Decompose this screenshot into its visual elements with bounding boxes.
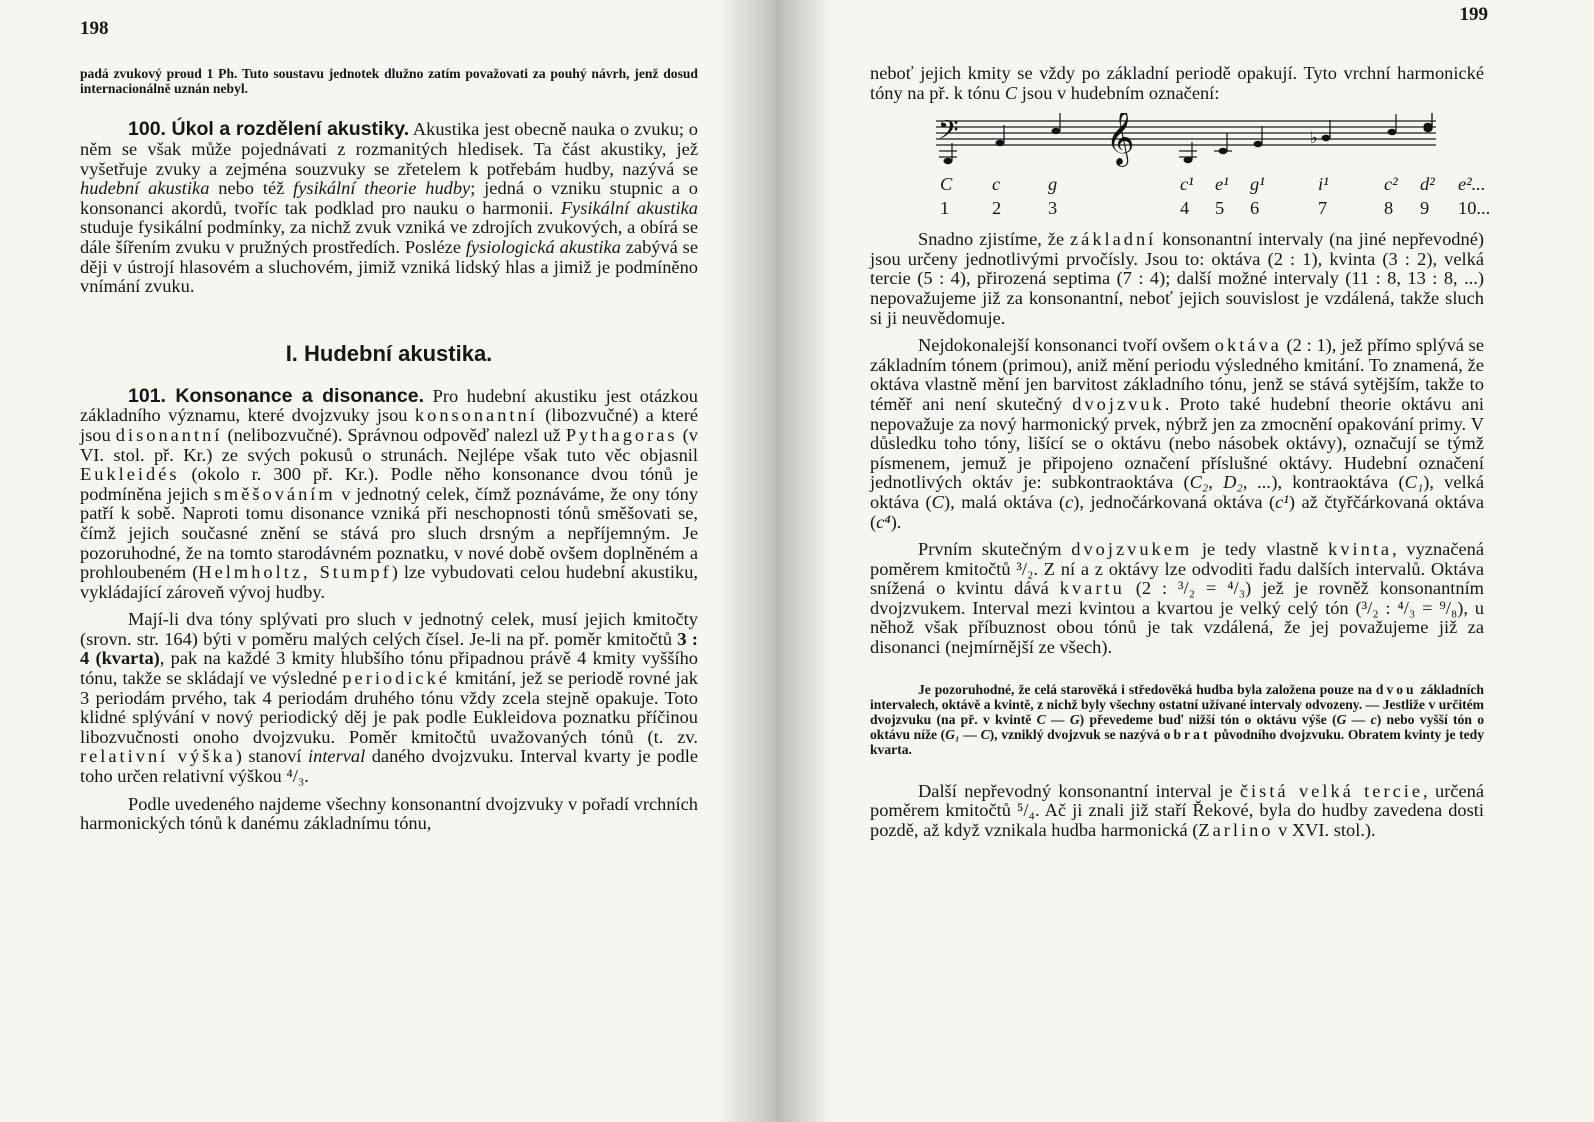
italic-run: hudební akustika [80,178,210,199]
text-run: (libozvučné) a které jsou [80,405,698,445]
right-page [776,0,1594,1122]
text-run: (v VI. stol. př. Kr.) ze svých pokusů o strunách. Nejlépe však tuto věc objasnil [80,424,698,465]
intro-paragraph: padá zvukový proud 1 Ph. Tuto soustavu jednotek dlužno zatím považovati za pouhý návrh, jenž dosud internacionálně uznán nebyl. [80,66,698,97]
footnote-paragraph [870,682,1484,758]
spaced-run: periodické [342,668,450,689]
text-run: . [304,766,309,787]
spaced-run: Eukleidés [80,464,180,485]
page-number: 199 [1459,4,1488,25]
italic-run: Fysikální akustika [560,197,698,218]
harmonic-number: 6 [1250,198,1260,219]
note-labels [936,174,1486,198]
harmonic-number: 8 [1384,198,1394,219]
text-run: (okolo r. 300 př. Kr.). Podle něho konsonance dvou tónů je podmíněna jejich [80,464,698,504]
section-101-paragraph [80,384,699,603]
italic-run: G₁ — C [945,727,990,743]
treble-clef-icon: 𝄞 [1106,113,1135,166]
text-run: ) převedeme buď nižší tón o oktávu výše ( [1079,712,1337,728]
text-run: . Proto také hudební theorie oktávu ani nepovažuje za nový harmonický prvek, nýbrž jen za zmocnění opakování primy. V důsledku toho tóny, lišící se o oktávu (nebo násobek oktávy), označují se týmž písmenem, jemuž je připojeno označení příslušné oktávy. Hudební označení jednotlivých oktáv je: subkontraoktáva ( [870,393,1484,493]
body-paragraph [870,540,1484,658]
note-head [1219,148,1228,154]
gutter-shadow [716,0,776,1122]
bass-clef-icon: 𝄢 [938,114,959,153]
note-label: c [992,174,1001,195]
italic-run: G — c [1336,712,1377,728]
spaced-run: konsonantní [414,405,538,426]
note-label: C [940,174,953,195]
spaced-run: disonantní [115,424,223,445]
body-paragraph [870,782,1484,841]
spaced-run: relativní výška [80,746,236,767]
italic-run: C₁ [1404,472,1424,493]
spaced-run: Zarlino [1198,819,1274,840]
harmonic-number: 4 [1180,198,1190,219]
fraction: ⁴/₃ [286,766,305,787]
spaced-run: Helmholtz, Stumpf [198,562,392,583]
text-run: ) stanoví [235,746,309,767]
spaced-run: kvinta [1328,539,1393,560]
text-run: původního dvojzvuku. Obratem kvinty je tedy kvarta. [870,727,1485,758]
text-run: ; jedná o vzniku stupnic a o konsonanci akordů, tvoříc tak podklad pro nauku o harmonii. [80,178,698,218]
music-notation [936,113,1491,222]
note-head [1254,141,1263,147]
text-run: ), kontraoktáva ( [1271,472,1405,493]
text-run: Mají-li dva tóny splývati pro sluch v jednotný celek, musí jejich kmitočty (srovn. str. 164) býti v poměru malých celých čísel. Je-li na př. poměr kmitočtů [80,609,698,649]
italic-run: fysikální theorie hudby [293,178,471,199]
text-run: ), vzniklý dvojzvuk se nazývá [989,727,1164,743]
note-label: d² [1420,174,1435,195]
flat-icon: ♭ [1310,128,1318,148]
note-head [944,158,953,164]
bold-run: 3 : 4 (kvarta) [80,628,699,669]
spaced-run: obrat [1163,727,1211,743]
harmonic-numbers [936,198,1491,222]
text-run: Nejdokonalejší konsonanci tvoří ovšem [918,335,1215,356]
text-run: konsonantní intervaly (na jiné nepřevodné) jsou určeny jednotlivými prvočísly. Jsou to: oktáva (2 : 1), kvinta (3 : 2), velká tercie (5 : 4), přirozená septima (7 : 4); další možné intervaly (11 : 8, 13 : 8, ...) nepovažujeme již za konsonantní, neboť jejich souvislost je vzdálená, takže sluch si ji neuvědomuje. [870,229,1484,328]
text-run: kmitání, jež se periodě rovné jak 3 periodám prvého, tak 4 periodám druhého tónu vždy zcela stejně opakuje. Toto klidné splývání v nový periodický děj je pak podle Eukleidova poznatku příčinou libozvučnosti onoho dvojzvuku. Poměr kmitočtů uvažovaných tónů (t. zv. [80,668,698,747]
text-run: studuje fysikální podmínky, za nichž zvuk vzniká ve zdrojích zvukových, a obírá se dále šířením zvuku v pružných prostředích. Posléze [80,217,698,257]
chapter-title: I. Hudební akustika. [285,340,493,366]
spaced-run: kvartu [1059,578,1125,599]
note-label: c¹ [1180,174,1194,195]
text-run: (nelibozvučné). Správnou odpověď nalezl už [222,424,566,445]
text-run: ), malá oktáva ( [943,491,1066,512]
spaced-run: Pythagoras [565,424,678,445]
section-heading: 101. Konsonance a disonance. [128,384,425,407]
text-run: je tedy vlastně [1192,539,1329,560]
body-paragraph [870,336,1484,532]
text-run: Další nepřevodný konsonantní interval je [918,780,1240,801]
text-run: , vyznačená poměrem kmitočtů ³/₂. Z ní a z oktávy lze odvoditi řadu dalších intervalů. Oktáva snížená o kvintu dává [870,539,1485,599]
text-run: Snadno zjistíme, že [918,229,1070,250]
harmonic-number: 7 [1318,198,1328,219]
italic-run: c⁴ [876,511,891,532]
gutter-shadow [776,0,831,1122]
note-label: g¹ [1250,174,1265,195]
note-head [1052,128,1061,134]
spaced-run: dvojzvuk [1072,393,1165,414]
note-label: e¹ [1215,174,1229,195]
spaced-run: dvojzvukem [1071,539,1193,560]
harmonic-number: 2 [992,198,1002,219]
note-head [1424,123,1433,129]
text-run: zabývá se ději v ústrojí hlasovém a sluchovém, jimiž vzniká lidský hlas a jimiž je podmíněno vnímání zvuku. [80,236,698,297]
note-label: i¹ [1318,174,1329,195]
text-run: v XVI. stol.). [1273,819,1376,840]
body-paragraph: Podle uvedeného najdeme všechny konsonantní dvojzvuky v pořadí vrchních harmonických tónů k danému základnímu tónu, [80,793,698,834]
italic-run: C [1004,82,1018,103]
text-run: ) až čtyřčárkovaná oktáva ( [870,491,1485,532]
note-label: e²... [1458,174,1486,195]
text-run: základních intervalech, oktávě a kvintě, z nichž byly všechny ostatní užívané intervaly odvozeny. — Jestliže v určitém dvojzvuku (na př. v kvintě [870,681,1484,728]
text-run: (2 : 1), jež přímo splývá se základním tónem (primou), aniž mění periodu výsledného kmitání. To znamená, že oktáva vlastně mění jen barvitost základního tónu, jenž se stává sytějším, takže to téměř ani není skutečný [870,335,1485,414]
music-staff [936,113,1436,169]
harmonic-number: 5 [1215,198,1225,219]
italic-run: C₂, D₂, ... [1189,472,1272,493]
text-run: ), velká oktáva ( [870,472,1484,512]
text-run: nebo též [209,178,294,199]
section-heading: 100. Úkol a rozdělení akustiky. [128,118,410,141]
italic-run: fysiologická akustika [465,236,621,257]
spaced-run: dvou [1375,681,1417,697]
note-head [1322,135,1331,141]
italic-run: interval [308,746,366,767]
body-paragraph [870,64,1484,103]
text-run: Je pozoruhodné, že celá starověká i středověká hudba byla založena pouze na [918,681,1376,697]
section-100-paragraph [80,120,698,296]
text-run: neboť jejich kmity se vždy po základní periodě opakují. Tyto vrchní harmonické tóny na př. k tónu [870,63,1484,103]
text-run: , určená poměrem kmitočtů ⁵/₄. Ač ji znali již staří Řekové, byla do hudby zavedena dosti pozdě, až když vznikala hudba harmonická ( [870,780,1484,840]
text-run: , pak na každé 3 kmity hlubšího tónu připadnou právě 4 kmity vyššího tónu, takže se skládají ve výsledné [80,648,698,689]
spaced-run: oktáva [1214,335,1282,356]
text-run: (2 : ³/₂ = ⁴/₃) jež je rovněž konsonantním dvojzvukem. Interval mezi kvintou a kvartou je velký celý tón (³/₂ : ⁴/₃ = ⁹/₈), u něhož však příbuznost obou tónů je tak vzdálená, že jej považujeme již za disonanci (nejmírnější ze všech). [870,578,1484,658]
page-number: 198 [80,18,109,39]
left-page [0,0,776,1122]
text-run: Prvním skutečným [918,539,1072,560]
text-run: ), jednočárkovaná oktáva ( [1073,491,1276,512]
note-head [1184,157,1193,163]
text-run: ) lze vybudovati celou hudební akustiku, vykládající zároveň vývoj hudby. [80,562,699,602]
body-paragraph [870,230,1484,328]
text-run: ) nebo vyšší tón o oktávu níže ( [870,712,1484,743]
text-run: Akustika jest obecně nauka o zvuku; o něm se však může pojednávati z rozmanitých hledisek. Ta část akustiky, jež vyšetřuje zvuky a zejména souzvuky se zřetelem k potřebám hudby, nazývá se [80,119,698,179]
text-run: ). [890,511,902,532]
body-paragraph [80,610,698,786]
harmonic-number: 10... [1458,198,1491,219]
spaced-run: základní [1070,229,1157,250]
harmonic-number: 1 [940,198,950,219]
harmonic-number: 9 [1420,198,1430,219]
italic-run: C [931,491,944,512]
italic-run: c [1065,491,1074,512]
italic-run: c¹ [1275,491,1289,512]
note-label: g [1048,174,1058,195]
text-run: v jednotný celek, čímž poznáváme, že ony tóny patří k sobě. Naproti tomu disonance vzniká při neschopnosti tónů směšovati se, čímž jejich současné znění se stává pro sluch drsným a nepříjemným. Je pozoruhodné, že na tomto starodávném poznatku, v nové době ovšem doplněném a prohloubeném ( [80,483,699,583]
text-run: jsou v hudebním označení: [1017,82,1220,103]
note-label: c² [1384,174,1398,195]
spaced-run: směšováním [213,483,336,504]
harmonic-number: 3 [1048,198,1058,219]
note-head [1388,129,1397,135]
italic-run: C — G [1036,712,1080,728]
spaced-run: čistá velká tercie [1239,780,1424,801]
text-run: daného dvojzvuku. Interval kvarty je podle toho určen relativní výškou [80,746,698,787]
note-head [996,140,1005,146]
text-run: Pro hudební akustiku jest otázkou základního významu, které dvojzvuky jsou [80,385,699,426]
